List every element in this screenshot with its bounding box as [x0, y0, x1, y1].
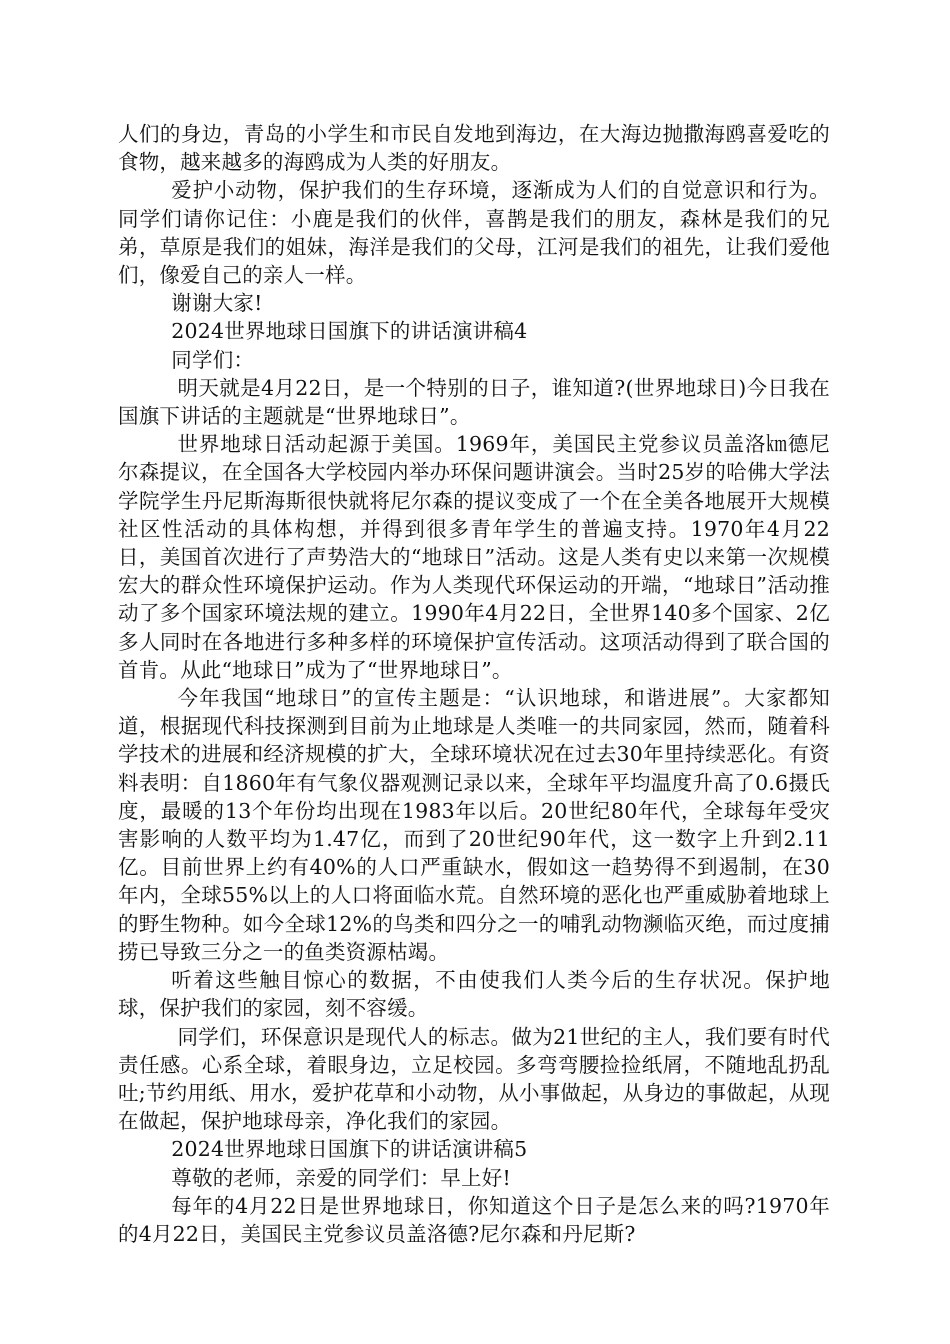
salutation-5: 尊敬的老师，亲爱的同学们：早上好! — [171, 1165, 511, 1190]
section-heading-4: 2024世界地球日国旗下的讲话演讲稿4 — [171, 319, 528, 344]
paragraph-1: 人们的身边，青岛的小学生和市民自发地到海边，在大海边抛撒海鸥喜爱吃的食物，越来越多的海鸥成为人类的好朋友。 — [118, 122, 830, 175]
section-heading-5: 2024世界地球日国旗下的讲话演讲稿5 — [171, 1137, 528, 1162]
paragraph-8: 每年的4月22日是世界地球日，你知道这个日子是怎么来的吗?1970年的4月22日，美国民主党参议员盖洛德?尼尔森和丹尼斯? — [118, 1193, 830, 1246]
paragraph-3: 明天就是4月22日，是一个特别的日子，谁知道?(世界地球日)今日我在国旗下讲话的主题就是“世界地球日”。 — [118, 375, 830, 429]
paragraph-2: 爱护小动物，保护我们的生存环境，逐渐成为人们的自觉意识和行为。同学们请你记住：小鹿是我们的伙伴，喜鹊是我们的朋友，森林是我们的兄弟，草原是我们的姐妹，海洋是我们的父母，江河是我们的祖先，让我们爱他们，像爱自己的亲人一样。 — [118, 178, 830, 288]
paragraph-5: 今年我国“地球日”的宣传主题是：“认识地球，和谐进展”。大家都知道，根据现代科技探测到目前为止地球是人类唯一的共同家园，然而，随着科学技术的进展和经济规模的扩大，全球环境状况在过去30年里持续恶化。有资料表明：自1860年有气象仪器观测记录以来，全球年平均温度升高了0.6摄氏度，最暖的13个年份均出现在1983年以后。20世纪80年代，全球每年受灾害影响的人数平均为1.47亿，而到了20世纪90年代，这一数字上升到2.11亿。目前世界上约有40%的人口严重缺水，假如这一趋势得不到遏制，在30年内，全球55%以上的人口将面临水荒。自然环境的恶化也严重威胁着地球上的野生物种。如今全球12%的鸟类和四分之一的哺乳动物濒临灭绝，而过度捕捞已导致三分之一的鱼类资源枯竭。 — [118, 686, 830, 964]
paragraph-4: 世界地球日活动起源于美国。1969年，美国民主党参议员盖洛㎞德尼尔森提议，在全国各大学校园内举办环保问题讲演会。当时25岁的哈佛大学法学院学生丹尼斯海斯很快就将尼尔森的提议变成了一个在全美各地展开大规模社区性活动的具体构想，并得到很多青年学生的普遍支持。1970年4月22日，美国首次进行了声势浩大的“地球日”活动。这是人类有史以来第一次规模宏大的群众性环境保护运动。作为人类现代环保运动的开端，“地球日”活动推动了多个国家环境法规的建立。1990年4月22日，全世界140多个国家、2亿多人同时在各地进行多种多样的环境保护宣传活动。这项活动得到了联合国的首肯。从此“地球日”成为了“世界地球日”。 — [118, 432, 830, 682]
paragraph-7: 同学们，环保意识是现代人的标志。做为21世纪的主人，我们要有时代责任感。心系全球，着眼身边，立足校园。多弯弯腰捡捡纸屑，不随地乱扔乱吐;节约用纸、用水，爱护花草和小动物，从小事做起，从身边的事做起，从现在做起，保护地球母亲，净化我们的家园。 — [118, 1024, 830, 1134]
paragraph-6: 听着这些触目惊心的数据，不由使我们人类今后的生存状况。保护地球，保护我们的家园，刻不容缓。 — [118, 968, 830, 1021]
document-body — [118, 120, 830, 1248]
salutation-4: 同学们： — [171, 347, 255, 372]
paragraph-thanks: 谢谢大家! — [171, 291, 263, 316]
